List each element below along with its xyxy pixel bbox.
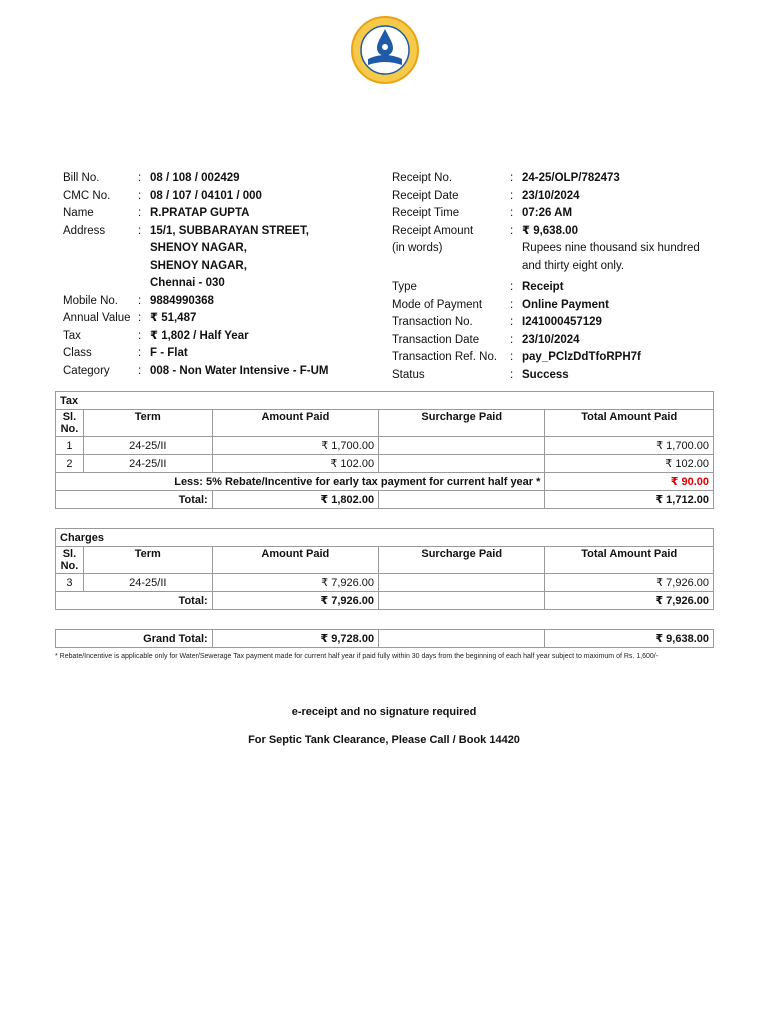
bill-no-label: Bill No. xyxy=(63,172,100,184)
sl-no-header: Sl. No. xyxy=(56,547,84,574)
type-label: Type xyxy=(392,281,417,293)
cmc-no-label: CMC No. xyxy=(63,189,111,202)
charges-section-title: Charges xyxy=(56,529,714,547)
grand-total-amount: ₹ 9,728.00 xyxy=(212,630,378,648)
mode-of-payment-label: Mode of Payment xyxy=(392,298,483,311)
cmc-no-value: 08 / 107 / 04101 / 000 xyxy=(150,189,262,202)
table-row: 2 24-25/II ₹ 102.00 ₹ 102.00 xyxy=(56,455,714,473)
receipt-date-value: 23/10/2024 xyxy=(522,189,580,202)
total-amount-paid-header: Total Amount Paid xyxy=(545,410,714,437)
in-words-value: Rupees nine thousand six hundred and thirty eight only. xyxy=(522,242,700,272)
tax-total-row: Total: ₹ 1,802.00 ₹ 1,712.00 xyxy=(56,491,714,509)
term-header: Term xyxy=(83,410,212,437)
transaction-date-label: Transaction Date xyxy=(392,333,480,346)
septic-tank-note: For Septic Tank Clearance, Please Call / Book 14420 xyxy=(248,734,520,746)
cmwssb-logo xyxy=(350,15,420,85)
surcharge-paid-header: Surcharge Paid xyxy=(379,547,545,574)
receipt-amount-value: ₹ 9,638.00 xyxy=(522,224,578,237)
grand-total-row xyxy=(56,630,714,648)
transaction-ref-label: Transaction Ref. No. xyxy=(392,351,498,363)
mobile-value: 9884990368 xyxy=(150,294,214,307)
bill-info-left: Bill No. : 08 / 108 / 002429 CMC No. : 08 / 107 / 04101 / 000 Name : R.PRATAP GUPTA Address : 15/1, SUBBARAYAN STREET, SHENOY NAGAR, SHENOY NAGAR, Chennai - 030 Mobile No. : 9884990368 Annual Value : ₹ 51,487 Tax : ₹ 1,802 / Half Year Class : F - Flat Category : 008 - Non Water Intensive - F-UM xyxy=(63,170,380,380)
tax-table xyxy=(55,391,714,509)
mode-of-payment-value: Online Payment xyxy=(522,298,609,311)
amount-paid-header: Amount Paid xyxy=(212,547,378,574)
address-label: Address xyxy=(63,224,106,237)
rebate-row xyxy=(56,473,714,491)
receipt-date-label: Receipt Date xyxy=(392,189,459,202)
name-label: Name xyxy=(63,207,94,219)
receipt-no-value: 24-25/OLP/782473 xyxy=(522,172,620,184)
in-words-label: (in words) xyxy=(392,242,443,254)
rebate-value: ₹ 90.00 xyxy=(545,473,714,491)
annual-value-value: ₹ 51,487 xyxy=(150,312,197,324)
name-value: R.PRATAP GUPTA xyxy=(150,207,250,219)
rebate-label: Less: 5% Rebate/Incentive for early tax payment for current half year * xyxy=(56,473,545,491)
surcharge-paid-header: Surcharge Paid xyxy=(379,410,545,437)
sl-no-header: Sl. No. xyxy=(56,410,84,437)
transaction-date-value: 23/10/2024 xyxy=(522,333,580,346)
class-value: F - Flat xyxy=(150,347,188,359)
rebate-footnote: * Rebate/Incentive is applicable only for Water/Sewerage Tax payment made for current half year if paid fully within 30 days from the beginning of each half year subject to maximum of Rs. 1,600/- xyxy=(55,653,659,660)
amount-paid-header: Amount Paid xyxy=(212,410,378,437)
category-label: Category xyxy=(63,364,110,377)
charges-table xyxy=(55,528,714,610)
tax-value: ₹ 1,802 / Half Year xyxy=(150,329,249,342)
tax-section-title: Tax xyxy=(56,392,714,410)
receipt-time-label: Receipt Time xyxy=(392,207,460,219)
term-header: Term xyxy=(83,547,212,574)
grand-total-table xyxy=(55,629,714,648)
class-label: Class xyxy=(63,347,92,359)
transaction-ref-value: pay_PClzDdTfoRPH7f xyxy=(522,351,641,363)
table-header-row xyxy=(56,410,714,437)
status-value: Success xyxy=(522,368,569,381)
bill-no-value: 08 / 108 / 002429 xyxy=(150,172,240,184)
e-receipt-note: e-receipt and no signature required xyxy=(291,706,477,718)
type-value: Receipt xyxy=(522,281,564,293)
category-value: 008 - Non Water Intensive - F-UM xyxy=(150,364,329,377)
table-row: 1 24-25/II ₹ 1,700.00 ₹ 1,700.00 xyxy=(56,437,714,455)
transaction-no-label: Transaction No. xyxy=(392,316,473,328)
receipt-no-label: Receipt No. xyxy=(392,172,453,184)
transaction-no-value: I241000457129 xyxy=(522,316,602,328)
mobile-label: Mobile No. xyxy=(63,294,118,307)
receipt-info-right: Receipt No. : 24-25/OLP/782473 Receipt Date : 23/10/2024 Receipt Time : 07:26 AM Receipt Amount : ₹ 9,638.00 (in words) Rupees nine thousand six hundred and thirty eight only. Type : Receipt Mode of Payment : Online Payment Transaction No. : I241000457129 Transaction Date : 23/10/2024 Transaction Ref. No. : pay_PClzDdTfoRPH7f Status : Success xyxy=(392,170,712,384)
grand-total-total: ₹ 9,638.00 xyxy=(545,630,714,648)
table-row: 3 24-25/II ₹ 7,926.00 ₹ 7,926.00 xyxy=(56,574,714,592)
receipt-time-value: 07:26 AM xyxy=(522,207,573,219)
status-label: Status xyxy=(392,368,425,381)
charges-total-row: Total: ₹ 7,926.00 ₹ 7,926.00 xyxy=(56,592,714,610)
annual-value-label: Annual Value xyxy=(63,312,131,324)
address-value: 15/1, SUBBARAYAN STREET, SHENOY NAGAR, SHENOY NAGAR, Chennai - 030 xyxy=(150,224,309,289)
grand-total-label: Grand Total: xyxy=(56,630,213,648)
table-header-row xyxy=(56,547,714,574)
tax-label: Tax xyxy=(63,329,81,342)
total-amount-paid-header: Total Amount Paid xyxy=(545,547,714,574)
receipt-amount-label: Receipt Amount xyxy=(392,224,474,237)
